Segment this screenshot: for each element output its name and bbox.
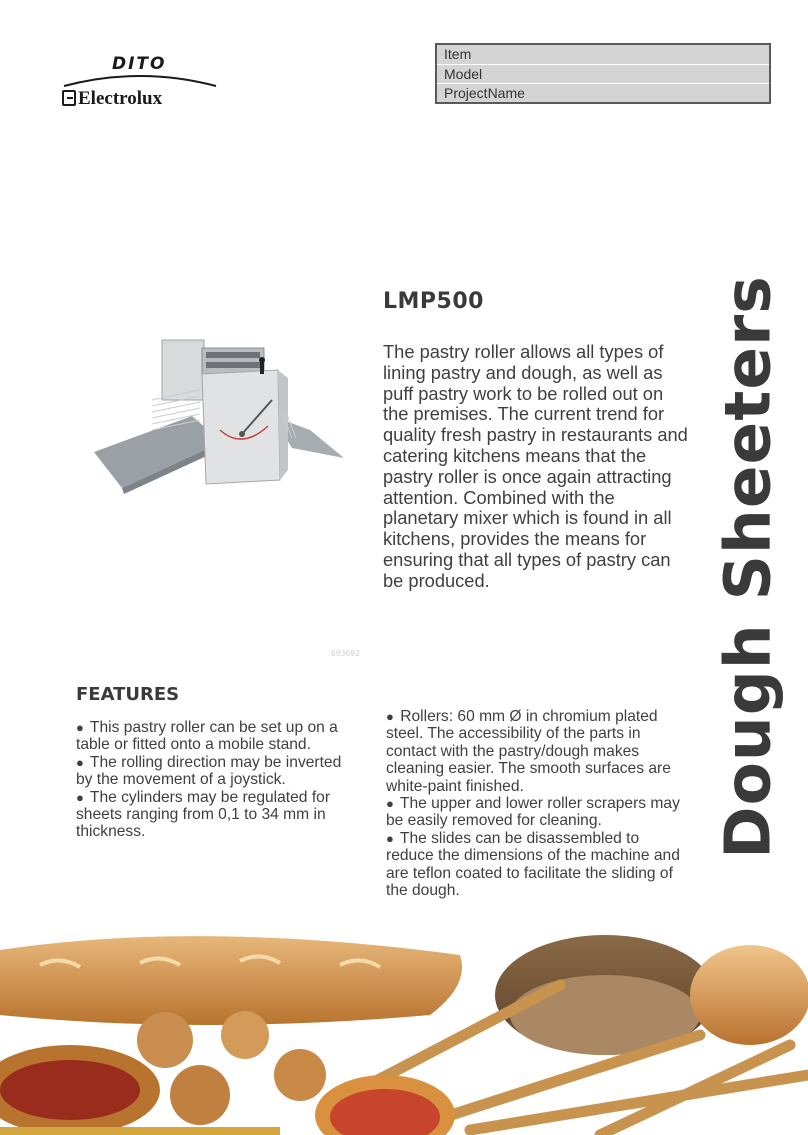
dito-logo-text: DITO (112, 54, 167, 74)
feature-text: The upper and lower roller scrapers may be easily removed for cleaning. (386, 795, 680, 830)
feature-text: The slides can be disassembled to reduce the dimensions of the machine and are teflon coated to facilitate the sliding of the dough. (386, 829, 680, 900)
bullet-icon: ● (386, 830, 394, 846)
bullet-icon: ● (76, 754, 84, 770)
product-model-title: LMP500 (383, 289, 484, 314)
info-row-project-name[interactable]: ProjectName (437, 83, 769, 102)
feature-item (76, 754, 361, 789)
feature-text: The rolling direction may be inverted by the movement of a joystick. (76, 753, 342, 789)
bread-photo-banner (0, 925, 808, 1135)
bullet-icon: ● (386, 796, 394, 812)
electrolux-mark-icon (62, 90, 76, 106)
features-heading: FEATURES (76, 684, 180, 705)
feature-text: Rollers: 60 mm Ø in chromium plated steel. The accessibility of the parts in contact with the pastry/dough makes cleaning easier. The smooth surfaces are white-paint finished. (386, 708, 671, 795)
category-vertical-title (710, 274, 785, 859)
features-left-column (76, 719, 361, 841)
feature-text: This pastry roller can be set up on a table or fitted onto a mobile stand. (76, 719, 338, 754)
category-label: Dough Sheeters (711, 274, 784, 859)
brand-logo (62, 54, 222, 114)
bullet-icon: ● (386, 709, 394, 724)
bullet-icon: ● (76, 720, 84, 735)
info-row-item[interactable]: Item (444, 46, 472, 62)
feature-item (76, 719, 361, 754)
electrolux-logo-text: Electrolux (78, 88, 163, 109)
feature-item (386, 795, 686, 830)
image-reference-code: 603692 (331, 649, 360, 658)
logo-arc-icon (62, 72, 218, 88)
dough-sheeter-image (92, 330, 354, 500)
feature-item (386, 830, 686, 900)
info-row-model[interactable]: Model (437, 64, 769, 83)
product-description: The pastry roller allows all types of lining pastry and dough, as well as puff pastry work to be rolled out on the premises. The current trend for quality fresh pastry in restaurants and catering kitchens means that the pastry roller is once again attracting attention. Combined with the planetary mixer which is found in all kitchens, provides the means for ensuring that all types of pastry can be produced. (383, 341, 688, 591)
project-info-table (435, 43, 771, 104)
bullet-icon: ● (76, 789, 84, 805)
feature-text: The cylinders may be regulated for sheets ranging from 0,1 to 34 mm in thickness. (76, 788, 331, 841)
feature-item (386, 708, 686, 795)
features-right-column (386, 708, 686, 899)
feature-item (76, 789, 361, 841)
